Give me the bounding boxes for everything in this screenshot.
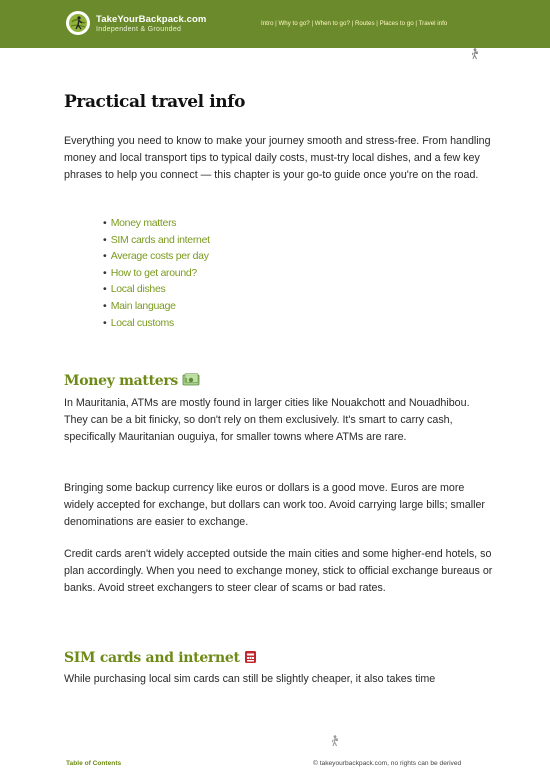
toc-link-main-language[interactable]: Main language [110,299,176,312]
hiker-globe-icon[interactable] [66,11,90,35]
nav-intro[interactable]: Intro [261,20,274,27]
money-paragraph-2: Bringing some backup currency like euros or dollars is a good move. Euros are more widely accepted for exchange, but dollars can work too. Avoid carrying large bills; smaller denominations are easier to exchange. [64,482,485,528]
top-navigation: Intro | Why to go? | When to go? | Routes | Places to go | Travel info [261,20,448,27]
list-item: • How to get around? [103,266,197,279]
toc-link-average-costs[interactable]: Average costs per day [110,250,209,263]
chapter-contents-list [103,215,210,331]
copyright-notice: © takeyourbackpack.com, no rights can be derived [313,760,462,767]
nav-places-to-go[interactable]: Places to go [379,20,414,27]
money-paragraph-3: Credit cards aren't widely accepted outside the main cities and some higher-end hotels, so plan accordingly. When you need to exchange money, stick to official exchange bureaus or banks. Avoid street exchangers to steer clear of scams or bad rates. [64,548,493,594]
toc-link-sim-cards[interactable]: SIM cards and internet [110,233,210,246]
nav-routes[interactable]: Routes [354,20,375,27]
brand-tagline: Independent & Grounded [96,26,182,33]
brand-name[interactable]: TakeYourBackpack.com [96,14,207,25]
nav-travel-info[interactable]: Travel info [418,20,448,27]
section-heading-sim-label: SIM cards and internet [64,650,240,666]
hiker-icon [330,735,340,747]
toc-link-get-around[interactable]: How to get around? [110,266,197,279]
page-title: Practical travel info [64,92,246,112]
list-item: • Average costs per day [103,250,209,263]
section-heading-money [64,373,200,389]
toc-link-local-customs[interactable]: Local customs [110,316,174,329]
banknote-icon [182,373,200,387]
list-item: • SIM cards and internet [103,233,210,246]
list-item: • Main language [103,299,176,312]
table-of-contents-link[interactable]: Table of Contents [66,760,122,767]
list-item: • Money matters [103,217,177,229]
section-heading-sim [64,650,257,666]
sim-paragraph-1: While purchasing local sim cards can still be slightly cheaper, it also takes time [64,673,436,685]
phone-booth-icon [244,650,257,664]
hiker-icon [470,48,480,60]
money-paragraph-1: In Mauritania, ATMs are mostly found in larger cities like Nouakchott and Nouadhibou. They can be a bit finicky, so don't rely on them exclusively. It's smart to carry cash, specifically Mauritanian ouguiya, for smaller towns where ATMs are rare. [64,397,470,443]
nav-when-to-go[interactable]: When to go? [314,20,350,27]
intro-paragraph: Everything you need to know to make your journey smooth and stress-free. From handling money and local transport tips to typical daily costs, must-try local dishes, and a few key phrases to help you connect — this chapter is your go-to guide once you're on the road. [64,135,491,181]
list-item: • Local dishes [103,283,166,296]
toc-link-money-matters[interactable]: Money matters [110,217,177,229]
toc-link-local-dishes[interactable]: Local dishes [110,283,166,296]
nav-why-to-go[interactable]: Why to go? [278,20,310,27]
list-item: • Local customs [103,316,174,329]
section-heading-money-label: Money matters [64,373,179,389]
